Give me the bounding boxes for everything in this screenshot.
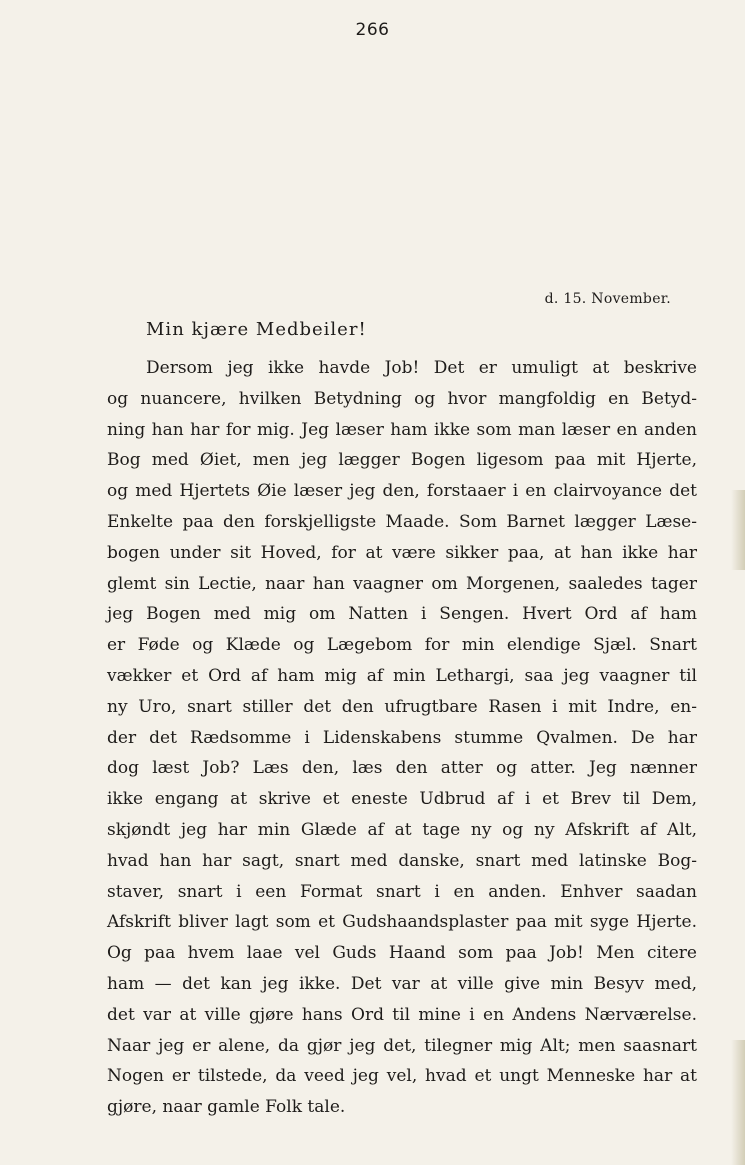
text-line: og nuancere, hvilken Betydning og hvor mangfoldig en Betyd- [107,388,697,409]
text-line: Nogen er tilstede, da veed jeg vel, hvad et ungt Menneske har at [107,1066,697,1087]
text-line: Enkelte paa den forskjelligste Maade. Som Barnet lægger Læse- [107,511,697,532]
text-line: Bog med Øiet, men jeg lægger Bogen ligesom paa mit Hjerte, [107,450,697,471]
text-line: Afskrift bliver lagt som et Gudshaandsplaster paa mit syge Hjerte. [107,912,697,933]
text-line: er Føde og Klæde og Lægebom for min elendige Sjæl. Snart [107,635,697,656]
page-edge-stain [731,1040,745,1165]
text-line: Dersom jeg ikke havde Job! Det er umuligt at beskrive [146,358,697,378]
text-line: dog læst Job? Læs den, læs den atter og atter. Jeg nænner [107,758,697,779]
text-line: ikke engang at skrive et eneste Udbrud af i et Brev til Dem, [107,789,697,810]
text-line: glemt sin Lectie, naar han vaagner om Morgenen, saaledes tager [107,573,697,594]
text-line: ham — det kan jeg ikke. Det var at ville give min Besyv med, [107,973,697,994]
letter-body [107,353,697,1123]
text-line: Naar jeg er alene, da gjør jeg det, tilegner mig Alt; men saasnart [107,1035,697,1056]
text-line: bogen under sit Hoved, for at være sikker paa, at han ikke har [107,542,697,563]
letter-salutation: Min kjære Medbeiler! [146,319,367,340]
text-line: staver, snart i een Format snart i en anden. Enhver saadan [107,881,697,902]
text-line: gjøre, naar gamle Folk tale. [107,1097,346,1118]
page-edge-stain [731,490,745,570]
text-line: ny Uro, snart stiller det den ufrugtbare Rasen i mit Indre, en- [107,696,697,717]
text-line: der det Rædsomme i Lidenskabens stumme Qvalmen. De har [107,727,697,748]
letter-dateline: d. 15. November. [544,291,671,307]
text-line: det var at ville gjøre hans Ord til mine i en Andens Nærværelse. [107,1004,697,1025]
text-line: og med Hjertets Øie læser jeg den, forstaaer i en clairvoyance det [107,481,697,502]
text-line: ning han har for mig. Jeg læser ham ikke som man læser en anden [107,419,697,440]
text-line: vækker et Ord af ham mig af min Lethargi, saa jeg vaagner til [107,665,697,686]
text-line: hvad han har sagt, snart med danske, snart med latinske Bog- [107,850,697,871]
text-line: skjøndt jeg har min Glæde af at tage ny og ny Afskrift af Alt, [107,819,697,840]
text-line: Og paa hvem laae vel Guds Haand som paa Job! Men citere [107,943,697,964]
text-line: jeg Bogen med mig om Natten i Sengen. Hvert Ord af ham [107,604,697,625]
page-number: 266 [355,20,390,40]
